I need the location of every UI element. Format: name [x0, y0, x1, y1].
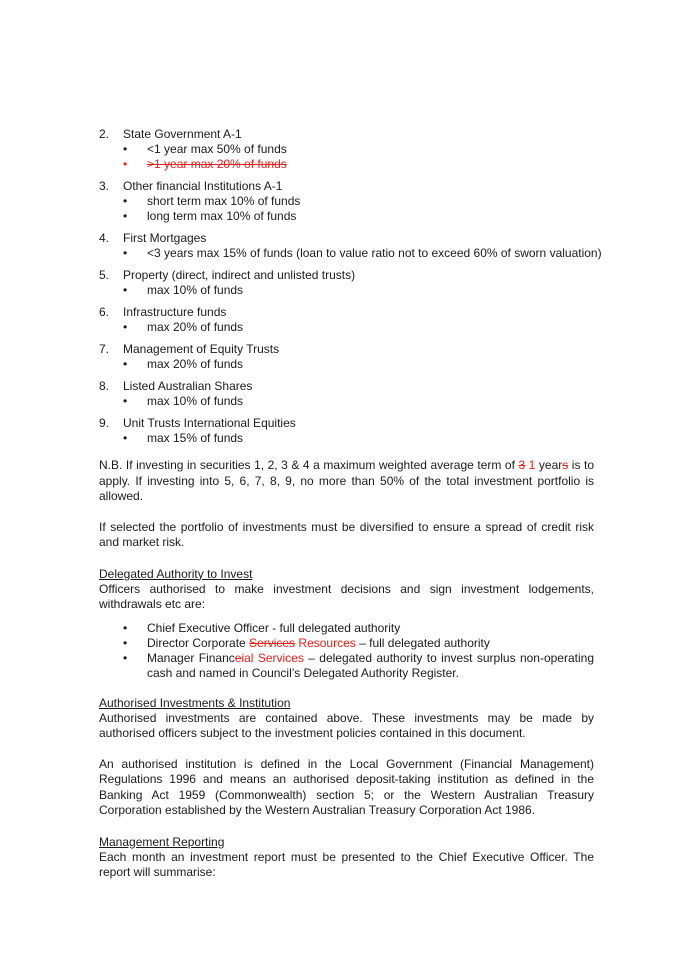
bullet-text: <1 year max 50% of funds: [147, 142, 287, 156]
authorised-paragraph-2: An authorised institution is defined in the Local Government (Financial Management) Regulations 1996 and means an authorised deposit-taking institution as defined in the Banking Act 1959 (Commonwealth) section 5; or the Western Australian Treasury Corporation established by the Western Australian Treasury Corporation Act 1986.: [99, 756, 594, 817]
investment-item-4: [99, 231, 602, 261]
bullet-icon: •: [123, 246, 128, 260]
investment-item-9: [99, 416, 594, 446]
list-bullet: [99, 431, 594, 446]
nb-text: N.B. If investing in securities 1, 2, 3 & 4 a maximum weighted average term of: [99, 458, 519, 472]
deleted-term: 3: [518, 458, 526, 472]
reporting-heading: Management Reporting: [99, 834, 225, 849]
item-title: Unit Trusts International Equities: [123, 416, 296, 430]
bullet-text: max 20% of funds: [147, 357, 244, 371]
inserted-text: Resources: [298, 635, 356, 650]
list-bullet: [99, 394, 594, 409]
list-bullet: [99, 621, 594, 636]
item-title: Property (direct, indirect and unlisted trusts): [123, 268, 356, 282]
item-number: 9.: [99, 416, 110, 430]
item-number: 6.: [99, 305, 110, 319]
list-bullet: [99, 142, 594, 157]
investment-list: [99, 127, 602, 446]
investment-item-8: [99, 379, 594, 409]
delegated-heading: Delegated Authority to Invest: [99, 566, 253, 581]
authorised-heading: Authorised Investments & Institution: [99, 695, 291, 710]
nb-paragraph: [99, 458, 594, 505]
diversify-paragraph: If selected the portfolio of investments must be diversified to ensure a spread of credit risk and market risk.: [99, 519, 594, 549]
list-bullet: [99, 194, 594, 209]
list-bullet: [99, 357, 594, 372]
item-title: First Mortgages: [123, 231, 207, 245]
bullet-text: Director Corporate: [147, 635, 250, 650]
bullet-text: max 10% of funds: [147, 394, 244, 408]
deleted-text: Services: [249, 635, 296, 650]
bullet-text: max 10% of funds: [147, 283, 244, 297]
investment-item-7: [99, 342, 594, 372]
bullet-text: – delegated authority to invest surplus non-operating cash and named in Council’s Delegated Authority Register.: [147, 650, 595, 680]
deleted-text: e: [234, 650, 242, 665]
bullet-text: <3 years max 15% of funds (loan to value ratio not to exceed 60% of sworn valuation): [147, 246, 602, 260]
bullet-icon: •: [123, 635, 128, 650]
list-bullet: [99, 246, 602, 261]
authorised-paragraph-1: Authorised investments are contained above. These investments may be made by authorised officers subject to the investment policies contained in this document.: [99, 710, 594, 740]
item-title: Other financial Institutions A-1: [123, 179, 283, 193]
bullet-text: short term max 10% of funds: [147, 194, 301, 208]
item-number: 2.: [99, 127, 110, 141]
bullet-text: Chief Executive Officer - full delegated authority: [147, 620, 401, 635]
bullet-icon: •: [123, 142, 128, 156]
item-number: 3.: [99, 179, 110, 193]
bullet-text: – full delegated authority: [355, 635, 490, 650]
deleted-text: s: [562, 458, 569, 472]
item-number: 4.: [99, 231, 110, 245]
document-content: [99, 127, 602, 881]
investment-item-5: [99, 268, 594, 298]
bullet-icon: •: [123, 394, 128, 408]
list-bullet: [99, 636, 594, 651]
bullet-text: max 20% of funds: [147, 320, 244, 334]
bullet-text: Manager Financ: [147, 650, 235, 665]
item-title: Management of Equity Trusts: [123, 342, 280, 356]
bullet-text: long term max 10% of funds: [147, 209, 297, 223]
inserted-text: ial Services: [241, 650, 304, 665]
delegated-list: [99, 621, 594, 681]
bullet-icon: •: [123, 431, 128, 445]
bullet-text: max 15% of funds: [147, 431, 244, 445]
bullet-icon: •: [123, 650, 128, 665]
list-bullet: [99, 651, 594, 681]
list-bullet: [99, 209, 594, 224]
item-title: Infrastructure funds: [123, 305, 227, 319]
item-number: 7.: [99, 342, 110, 356]
list-bullet: [99, 283, 594, 298]
inserted-term: 1: [528, 458, 536, 472]
reporting-paragraph: Each month an investment report must be presented to the Chief Executive Officer. The report will summarise:: [99, 849, 594, 879]
bullet-icon: •: [123, 209, 128, 223]
bullet-icon: •: [123, 157, 128, 171]
investment-item-2: [99, 127, 594, 172]
bullet-icon: •: [123, 283, 128, 297]
item-title: State Government A-1: [123, 127, 242, 141]
nb-text: year: [538, 458, 563, 472]
bullet-icon: •: [123, 320, 128, 334]
list-bullet: [99, 320, 594, 335]
deleted-bullet-text: >1 year max 20% of funds: [147, 157, 287, 171]
item-number: 8.: [99, 379, 110, 393]
investment-item-3: [99, 179, 594, 224]
list-bullet-deleted: [99, 157, 594, 172]
item-title: Listed Australian Shares: [123, 379, 253, 393]
bullet-icon: •: [123, 194, 128, 208]
investment-item-6: [99, 305, 594, 335]
bullet-icon: •: [123, 620, 128, 635]
item-number: 5.: [99, 268, 110, 282]
bullet-icon: •: [123, 357, 128, 371]
nb-text: is to apply. If investing into 5, 6, 7, 8, 9, no more than 50% of the total investment portfolio is allowed.: [99, 458, 594, 503]
delegated-intro: Officers authorised to make investment decisions and sign investment lodgements, withdrawals etc are:: [99, 581, 594, 611]
